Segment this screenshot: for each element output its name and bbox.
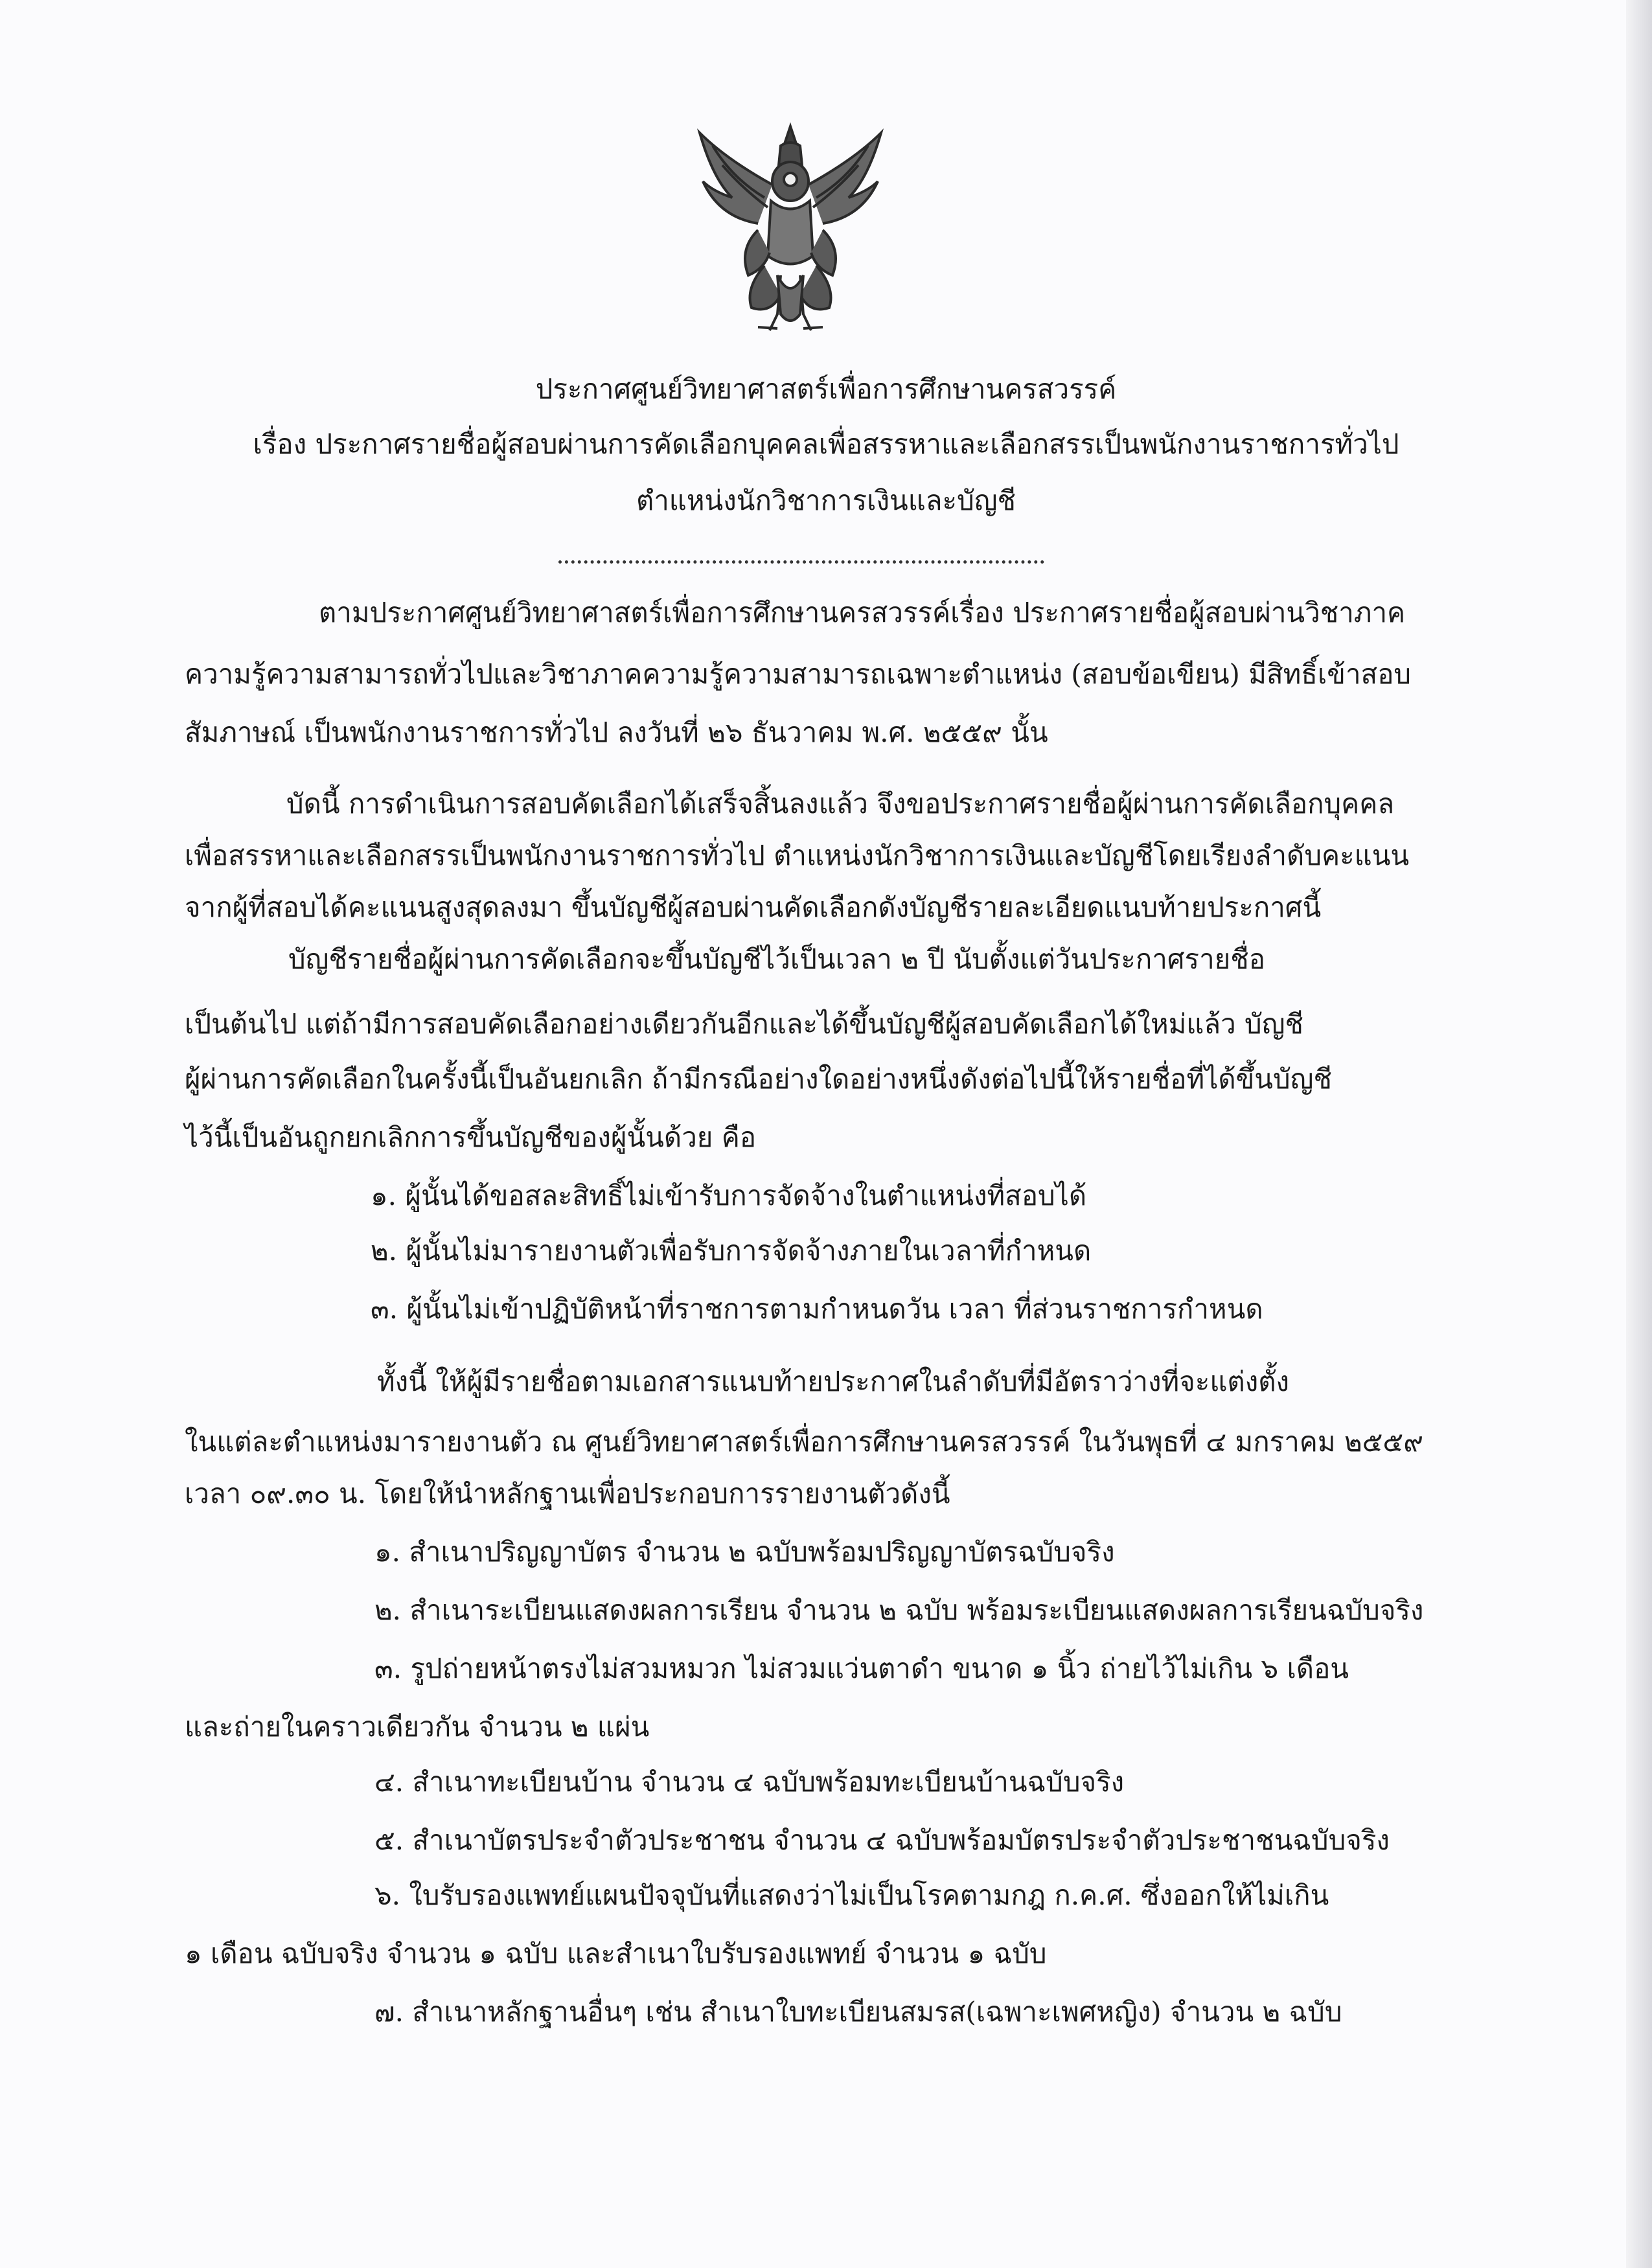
page-edge-shadow [1626,0,1652,2268]
case-item: ๒. ผู้นั้นไม่มารายงานตัวเพื่อรับการจัดจ้างภายในเวลาที่กำหนด [371,1235,1092,1266]
announcement-position: ตำแหน่งนักวิชาการเงินและบัญชี [636,485,1016,516]
document-item: ๓. รูปถ่ายหน้าตรงไม่สวมหมวก ไม่สวมแว่นตาดำ ขนาด ๑ นิ้ว ถ่ายไว้ไม่เกิน ๖ เดือน [374,1653,1349,1684]
paragraph-line: เพื่อสรรหาและเลือกสรรเป็นพนักงานราชการทั่วไป ตำแหน่งนักวิชาการเงินและบัญชีโดยเรียงลำดับคะแนน [185,840,1410,871]
case-item: ๓. ผู้นั้นไม่เข้าปฏิบัติหน้าที่ราชการตามกำหนดวัน เวลา ที่ส่วนราชการกำหนด [371,1293,1263,1325]
paragraph-line: บัดนี้ การดำเนินการสอบคัดเลือกได้เสร็จสิ้นลงแล้ว จึงขอประกาศรายชื่อผู้ผ่านการคัดเลือกบุคคล [286,788,1395,819]
paragraph-line: ผู้ผ่านการคัดเลือกในครั้งนี้เป็นอันยกเลิก ถ้ามีกรณีอย่างใดอย่างหนึ่งดังต่อไปนี้ให้รายชื่อที่ได้ขึ้นบัญชี [185,1063,1332,1095]
document-item: ๔. สำเนาทะเบียนบ้าน จำนวน ๔ ฉบับพร้อมทะเบียนบ้านฉบับจริง [374,1766,1125,1798]
document-item: ๒. สำเนาระเบียนแสดงผลการเรียน จำนวน ๒ ฉบับ พร้อมระเบียนแสดงผลการเรียนฉบับจริง [374,1594,1424,1626]
paragraph-line: จากผู้ที่สอบได้คะแนนสูงสุดลงมา ขึ้นบัญชีผู้สอบผ่านคัดเลือกดังบัญชีรายละเอียดแนบท้ายประกาศนี้ [185,891,1322,923]
case-item: ๑. ผู้นั้นได้ขอสละสิทธิ์ไม่เข้ารับการจัดจ้างในตำแหน่งที่สอบได้ [371,1180,1087,1211]
garuda-emblem-icon [687,120,894,340]
document-item: ๑ เดือน ฉบับจริง จำนวน ๑ ฉบับ และสำเนาใบรับรองแพทย์ จำนวน ๑ ฉบับ [185,1938,1047,1969]
paragraph-line: บัญชีรายชื่อผู้ผ่านการคัดเลือกจะขึ้นบัญชีไว้เป็นเวลา ๒ ปี นับตั้งแต่วันประกาศรายชื่อ [288,943,1266,975]
paragraph-line: ความรู้ความสามารถทั่วไปและวิชาภาคความรู้ความสามารถเฉพาะตำแหน่ง (สอบข้อเขียน) มีสิทธิ์เข้าสอบ [185,658,1412,690]
paragraph-line: ไว้นี้เป็นอันถูกยกเลิกการขึ้นบัญชีของผู้นั้นด้วย คือ [185,1121,757,1153]
paragraph-line: ตามประกาศศูนย์วิทยาศาสตร์เพื่อการศึกษานครสวรรค์เรื่อง ประกาศรายชื่อผู้สอบผ่านวิชาภาค [319,597,1406,628]
announcement-title: ประกาศศูนย์วิทยาศาสตร์เพื่อการศึกษานครสวรรค์ [535,373,1117,405]
announcement-subject: เรื่อง ประกาศรายชื่อผู้สอบผ่านการคัดเลือกบุคคลเพื่อสรรหาและเลือกสรรเป็นพนักงานราชการทั่วไป [253,428,1399,460]
paragraph-line: เป็นต้นไป แต่ถ้ามีการสอบคัดเลือกอย่างเดียวกันอีกและได้ขึ้นบัญชีผู้สอบคัดเลือกได้ใหม่แล้ว บัญชี [185,1008,1304,1040]
paragraph-line: ในแต่ละตำแหน่งมารายงานตัว ณ ศูนย์วิทยาศาสตร์เพื่อการศึกษานครสวรรค์ ในวันพุธที่ ๔ มกราคม ๒๕๕๙ [185,1426,1423,1458]
document-item: ๑. สำเนาปริญญาบัตร จำนวน ๒ ฉบับพร้อมปริญญาบัตรฉบับจริง [374,1536,1115,1568]
document-item: และถ่ายในคราวเดียวกัน จำนวน ๒ แผ่น [185,1711,650,1743]
document-item: ๗. สำเนาหลักฐานอื่นๆ เช่น สำเนาใบทะเบียนสมรส(เฉพาะเพศหญิง) จำนวน ๒ ฉบับ [374,1996,1342,2028]
document-item: ๖. ใบรับรองแพทย์แผนปัจจุบันที่แสดงว่าไม่เป็นโรคตามกฎ ก.ค.ศ. ซึ่งออกให้ไม่เกิน [374,1879,1329,1911]
paragraph-line: เวลา ๐๙.๓๐ น. โดยให้นำหลักฐานเพื่อประกอบการรายงานตัวดังนี้ [185,1478,950,1509]
dotted-divider [558,560,1044,564]
document-item: ๕. สำเนาบัตรประจำตัวประชาชน จำนวน ๔ ฉบับพร้อมบัตรประจำตัวประชาชนฉบับจริง [374,1824,1390,1856]
paragraph-line: ทั้งนี้ ให้ผู้มีรายชื่อตามเอกสารแนบท้ายประกาศในลำดับที่มีอัตราว่างที่จะแต่งตั้ง [377,1366,1289,1397]
paragraph-line: สัมภาษณ์ เป็นพนักงานราชการทั่วไป ลงวันที่ ๒๖ ธันวาคม พ.ศ. ๒๕๕๙ นั้น [185,716,1048,748]
